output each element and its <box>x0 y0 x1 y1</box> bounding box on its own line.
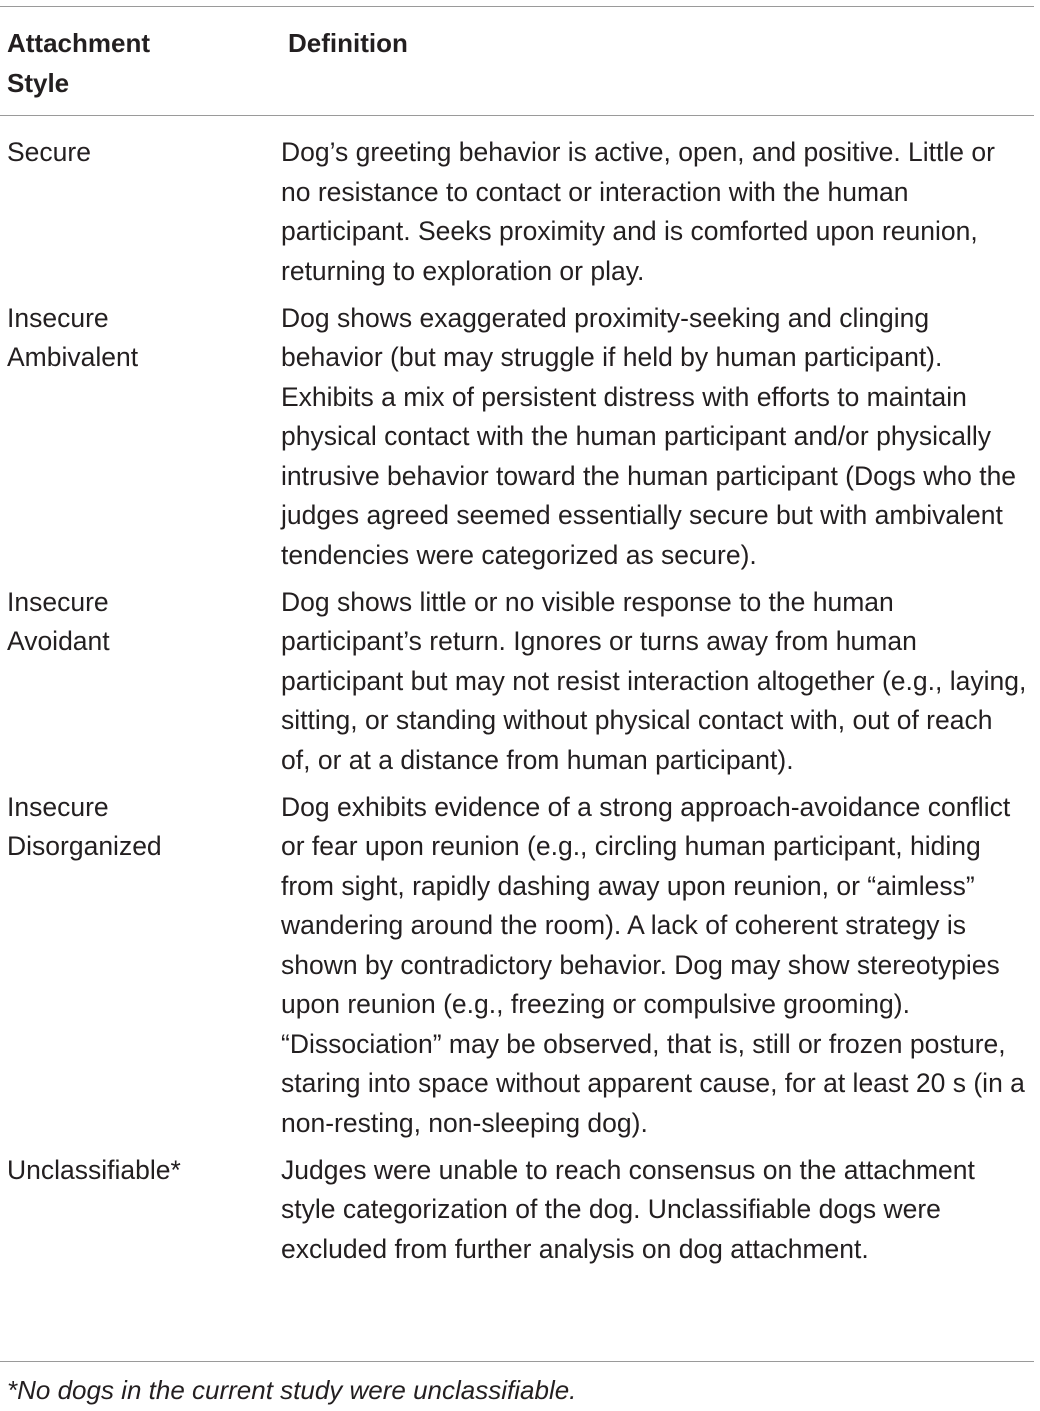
table-footnote: *No dogs in the current study were unclassifiable. <box>7 1375 577 1405</box>
header-rule <box>0 115 1034 116</box>
row-definition-cell: Judges were unable to reach consensus on the attachment style categorization of the dog. Unclassifiable dogs were excluded from further analysis on dog attachment. <box>281 1154 975 1264</box>
table-row <box>0 788 1034 1151</box>
table-row <box>0 583 1034 788</box>
table-row <box>0 133 1034 299</box>
table-row <box>0 1151 1034 1277</box>
row-style-cell: Secure <box>7 137 91 167</box>
row-style-cell: Insecure Ambivalent <box>7 302 139 372</box>
row-definition-cell: Dog’s greeting behavior is active, open, and positive. Little or no resistance to contact or interaction with the human participant. Seeks proximity and is comforted upon reunion, returning to exploration or play. <box>281 137 995 286</box>
table-bottom-rule <box>0 1361 1034 1362</box>
header-attachment-style: Attachment Style <box>7 28 151 98</box>
row-style-cell: Insecure Disorganized <box>7 791 162 861</box>
row-definition-cell: Dog shows exaggerated proximity-seeking and clinging behavior (but may struggle if held by human participant). Exhibits a mix of persistent distress with efforts to maintain physical contact with the human participant and/or physically intrusive behavior toward the human participant (Dogs who the judges agreed seemed essentially secure but with ambivalent tendencies were categorized as secure). <box>281 302 1017 570</box>
row-definition-cell: Dog exhibits evidence of a strong approach-avoidance conflict or fear upon reunion (e.g., circling human participant, hiding from sight, rapidly dashing away upon reunion, or “aimless” wandering around the room). A lack of coherent strategy is shown by contradictory behavior. Dog may show stereotypies upon reunion (e.g., freezing or compulsive grooming). “Dissociation” may be observed, that is, still or frozen posture, staring into space without apparent cause, for at least 20 s (in a non-resting, non-sleeping dog). <box>281 791 1025 1138</box>
table-top-rule <box>0 6 1034 7</box>
row-style-cell: Insecure Avoidant <box>7 586 110 656</box>
header-definition: Definition <box>288 28 408 58</box>
row-definition-cell: Dog shows little or no visible response to the human participant’s return. Ignores or turns away from human participant but may not resist interaction altogether (e.g., laying, sitting, or standing without physical contact with, out of reach of, or at a distance from human participant). <box>281 586 1027 775</box>
table-row <box>0 299 1034 583</box>
row-style-cell: Unclassifiable* <box>7 1154 181 1185</box>
table-body <box>0 133 1034 1277</box>
